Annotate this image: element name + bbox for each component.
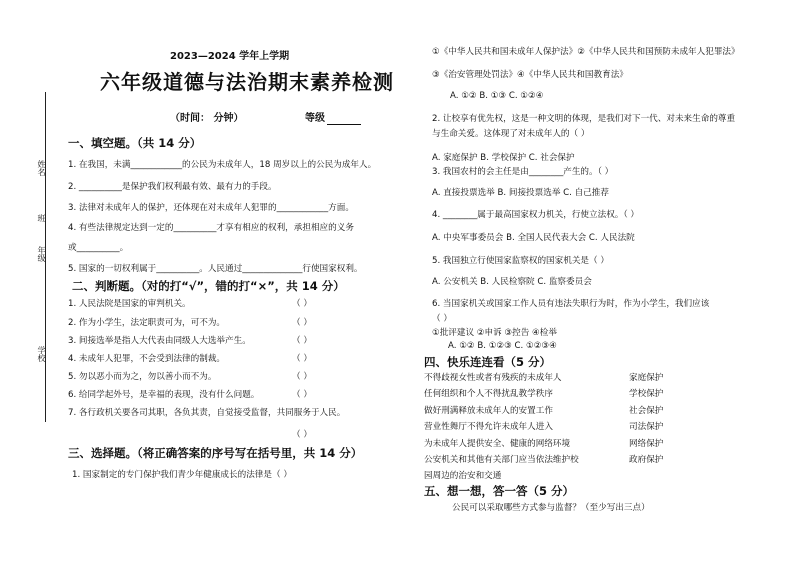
judge-q4: 4. 未成年人犯罪，不会受到法律的制裁。 bbox=[68, 354, 226, 364]
match-left-2: 任何组织和个人不得扰乱教学秩序 bbox=[424, 389, 553, 399]
choice-q2-line2: 与生命关爱。这体现了对未成年人的（ ） bbox=[432, 129, 590, 139]
choice-q1-answers: A. ①② B. ①③ C. ①②④ bbox=[450, 91, 544, 101]
match-right-2: 学校保护 bbox=[629, 389, 664, 399]
judge-bracket-4[interactable]: （ ） bbox=[292, 354, 312, 364]
choice-q2-line1: 2. 让校享有优先权，这是一种文明的体现，是我们对下一代、对未来生命的尊重 bbox=[432, 114, 736, 124]
choice-q6-line1: 6. 当国家机关或国家工作人员有违法失职行为时，作为小学生，我们应该 bbox=[432, 299, 710, 309]
choice-q4: 4. ________属于最高国家权力机关，行使立法权。（ ） bbox=[432, 210, 640, 220]
judge-bracket-3[interactable]: （ ） bbox=[292, 336, 312, 346]
judge-bracket-6[interactable]: （ ） bbox=[292, 390, 312, 400]
section-4-title: 四、快乐连连看（5 分） bbox=[424, 355, 552, 369]
judge-q6: 6. 给同学起外号，是幸福的表现，没有什么问题。 bbox=[68, 390, 260, 400]
grade-label: 年级 bbox=[37, 246, 46, 262]
fill-q4-line2: 或__________。 bbox=[68, 243, 129, 253]
judge-q3: 3. 间接选举是指人大代表由同级人大选举产生。 bbox=[68, 336, 251, 346]
fill-q5: 5. 国家的一切权利属于__________。人民通过______________行使国家权利。 bbox=[68, 264, 363, 274]
choice-q5: 5. 我国独立行使国家监察权的国家机关是（ ） bbox=[432, 256, 609, 266]
choice-q1-options-1: ①《中华人民共和国未成年人保护法》②《中华人民共和国预防未成年人犯罪法》 bbox=[432, 47, 740, 57]
match-left-4: 营业性舞厅不得允许未成年人进入 bbox=[424, 422, 553, 432]
judge-q2: 2. 作为小学生，法定职责可为，可不为。 bbox=[68, 318, 226, 328]
choice-q6-answers: A. ①② B. ①②③ C. ①②③④ bbox=[448, 341, 557, 351]
school-label: 学校 bbox=[37, 346, 46, 362]
match-right-4: 司法保护 bbox=[629, 422, 664, 432]
choice-q4-answers: A. 中央军事委员会 B. 全国人民代表大会 C. 人民法院 bbox=[432, 233, 635, 243]
section-5-title: 五、想一想，答一答（5 分） bbox=[424, 484, 575, 498]
judge-bracket-5[interactable]: （ ） bbox=[292, 372, 312, 382]
match-left-5: 为未成年人提供安全、健康的网络环境 bbox=[424, 439, 571, 449]
answer-question: 公民可以采取哪些方式参与监督？（至少写出三点） bbox=[452, 503, 650, 513]
judge-q7: 7. 各行政机关要各司其职，各负其责，自觉接受监督，共同服务于人民。 bbox=[68, 408, 346, 418]
class-label: 班 bbox=[37, 214, 46, 222]
match-right-1: 家庭保护 bbox=[629, 373, 664, 383]
judge-bracket-2[interactable]: （ ） bbox=[292, 318, 312, 328]
exam-time: （时间： 分钟） bbox=[170, 113, 244, 124]
choice-q3-answers: A. 直接投票选举 B. 间接投票选举 C. 自己推荐 bbox=[432, 188, 609, 198]
fill-q1: 1. 在我国，未满____________的公民为未成年人，18 周岁以上的公民为成年人。 bbox=[68, 160, 377, 170]
choice-q6-options: ①批评建议 ②申诉 ③控告 ④检举 bbox=[432, 328, 557, 338]
judge-bracket-1[interactable]: （ ） bbox=[292, 299, 312, 309]
page-title: 六年级道德与法治期末素养检测 bbox=[100, 70, 394, 94]
section-2-title: 二、判断题。（对的打“√”，错的打“×”，共 14 分） bbox=[72, 279, 345, 293]
fill-q4-line1: 4. 有些法律规定达到一定的__________才享有相应的权利，承担相应的义务 bbox=[68, 223, 354, 233]
grade-blank bbox=[327, 113, 361, 125]
fill-q2: 2. __________是保护我们权利最有效、最有力的手段。 bbox=[68, 182, 277, 192]
match-left-1: 不得歧视女性或者有残疾的未成年人 bbox=[424, 373, 562, 383]
match-left-7: 园周边的治安和交通 bbox=[424, 471, 502, 481]
name-label: 姓名 bbox=[37, 160, 46, 176]
choice-q1: 1. 国家制定的专门保护我们青少年健康成长的法律是（ ） bbox=[72, 470, 292, 480]
match-right-3: 社会保护 bbox=[629, 406, 664, 416]
choice-q3: 3. 我国农村的会主任是由________产生的。（ ） bbox=[432, 167, 614, 177]
match-left-3: 做好刑满释放未成年人的安置工作 bbox=[424, 406, 553, 416]
judge-bracket-7[interactable]: （ ） bbox=[292, 430, 312, 440]
judge-q5: 5. 勿以恶小而为之，勿以善小而不为。 bbox=[68, 372, 217, 382]
choice-q1-options-2: ③《治安管理处罚法》④《中华人民共和国教育法》 bbox=[432, 70, 628, 80]
judge-q1: 1. 人民法院是国家的审判机关。 bbox=[68, 299, 191, 309]
grade-label-text: 等级 bbox=[305, 113, 325, 124]
choice-q2-answers: A. 家庭保护 B. 学校保护 C. 社会保护 bbox=[432, 153, 575, 163]
fill-q3: 3. 法律对未成年人的保护，还体现在对未成年人犯罪的____________方面。 bbox=[68, 203, 354, 213]
match-right-6: 政府保护 bbox=[629, 455, 664, 465]
section-1-title: 一、填空题。（共 14 分） bbox=[68, 136, 202, 150]
school-year: 2023—2024 学年上学期 bbox=[170, 51, 290, 62]
match-left-6: 公安机关和其他有关部门应当依法维护校 bbox=[424, 455, 579, 465]
choice-q5-answers: A. 公安机关 B. 人民检察院 C. 监察委员会 bbox=[432, 277, 592, 287]
section-3-title: 三、选择题。（将正确答案的序号写在括号里，共 14 分） bbox=[68, 446, 363, 460]
match-right-5: 网络保护 bbox=[629, 439, 664, 449]
grade-field bbox=[305, 109, 361, 125]
choice-q6-line2: （ ） bbox=[432, 314, 452, 324]
